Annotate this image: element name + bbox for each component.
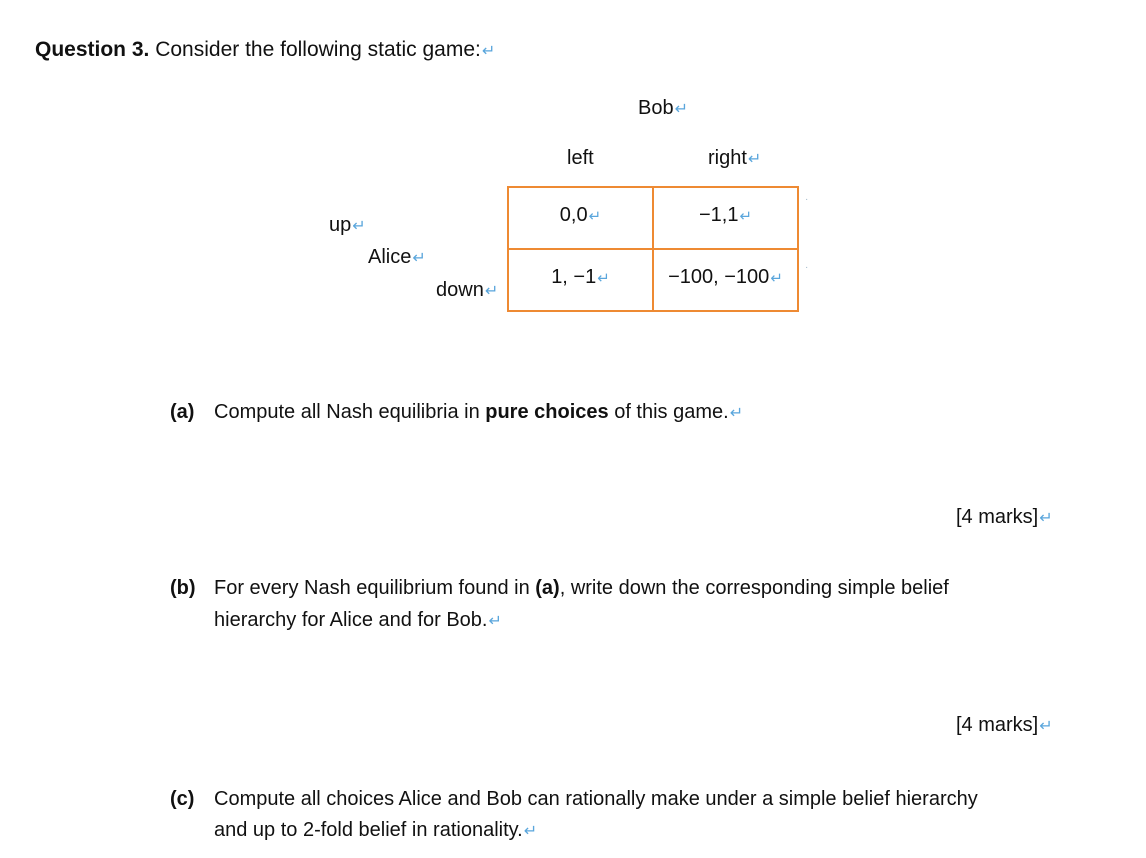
paragraph-mark-icon: ↵ (488, 613, 502, 630)
table-end-mark: · (805, 194, 809, 205)
table-row (508, 249, 798, 311)
paragraph-mark-icon: ↵ (674, 101, 688, 118)
question-number: Question 3. (35, 38, 150, 61)
row-header-up: up↵ (329, 214, 366, 236)
paragraph-mark-icon: ↵ (747, 151, 762, 168)
part-a-marks: [4 marks]↵ (956, 506, 1053, 528)
part-b-label: (b) (170, 577, 196, 599)
part-c-label: (c) (170, 788, 195, 810)
paragraph-mark-icon: ↵ (1039, 718, 1053, 735)
table-row (508, 187, 798, 249)
paragraph-mark-icon: ↵ (597, 270, 610, 287)
column-header-left: left (567, 147, 594, 169)
question-header (35, 38, 495, 62)
table-end-mark: · (805, 262, 809, 273)
row-player-name: Alice (368, 246, 412, 268)
paragraph-mark-icon: ↵ (729, 405, 744, 422)
part-a-label: (a) (170, 401, 195, 423)
part-b-marks: [4 marks]↵ (956, 714, 1053, 736)
payoff-cell-down-right: −100, −100↵ (653, 249, 798, 311)
row-header-down: down↵ (436, 279, 499, 301)
part-a-text: (a) Compute all Nash equilibria in pure choices of this game.↵ (170, 401, 744, 423)
part-b-line2: hierarchy for Alice and for Bob.↵ (214, 609, 502, 631)
part-b-line1: (b) For every Nash equilibrium found in (a), write down the corresponding simple belief (170, 577, 949, 599)
payoff-cell-up-right: −1,1↵ (653, 187, 798, 249)
column-player-label (638, 97, 688, 120)
part-c-line2: and up to 2-fold belief in rationality.↵ (214, 819, 538, 841)
question-prompt: Consider the following static game: (155, 38, 481, 61)
payoff-cell-up-left: 0,0↵ (508, 187, 653, 249)
paragraph-mark-icon: ↵ (412, 250, 426, 267)
column-header-right: right↵ (708, 147, 762, 169)
paragraph-mark-icon: ↵ (588, 208, 602, 225)
paragraph-mark-icon: ↵ (484, 283, 499, 300)
paragraph-mark-icon: ↵ (1039, 510, 1053, 527)
paragraph-mark-icon: ↵ (770, 270, 783, 287)
paragraph-mark-icon: ↵ (352, 218, 366, 235)
column-player-name: Bob (638, 97, 674, 119)
row-player-label (368, 246, 426, 269)
payoff-matrix (507, 186, 799, 312)
payoff-cell-down-left: 1, −1↵ (508, 249, 653, 311)
paragraph-mark-icon: ↵ (523, 823, 538, 840)
paragraph-mark-icon: ↵ (481, 43, 496, 60)
paragraph-mark-icon: ↵ (739, 208, 753, 225)
part-c-line1: (c) Compute all choices Alice and Bob can rationally make under a simple belief hierarchy (170, 788, 978, 810)
